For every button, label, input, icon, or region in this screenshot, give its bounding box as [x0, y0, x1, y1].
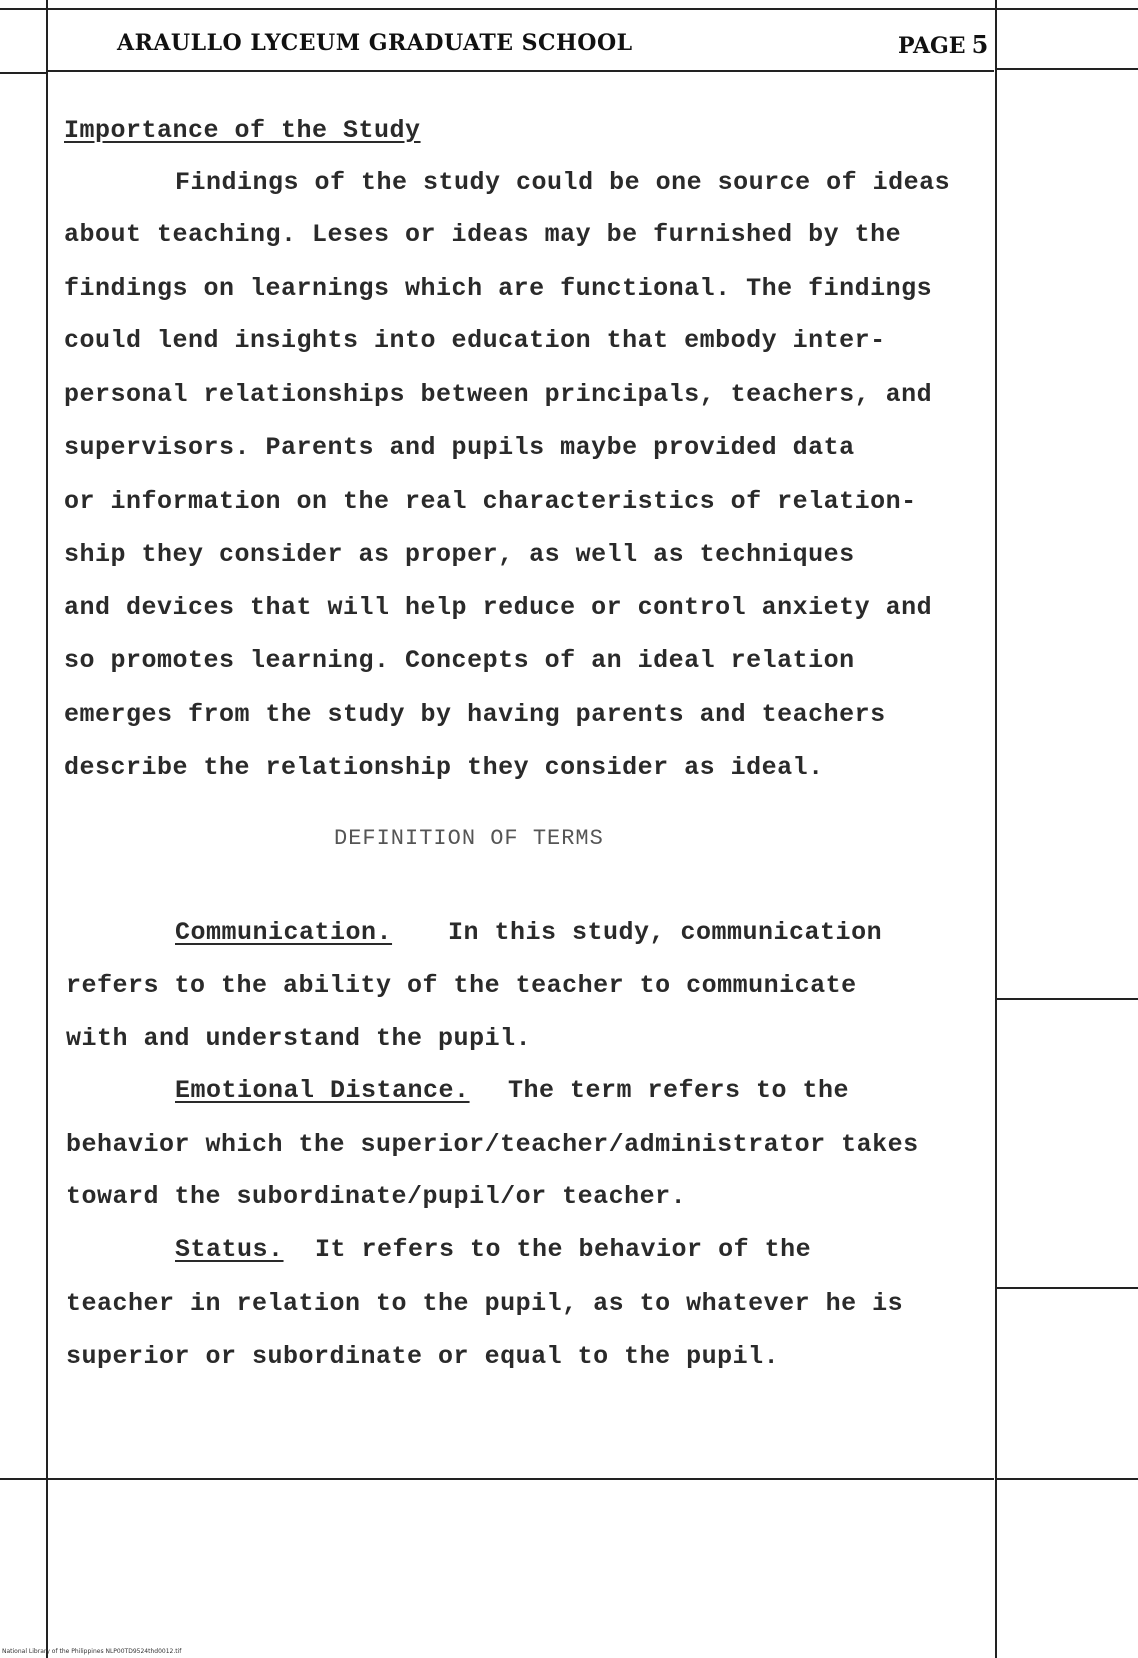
- right-tick-top: [997, 68, 1138, 70]
- term-communication: Communication.: [175, 918, 393, 947]
- importance-line: emerges from the study by having parents and teachers: [64, 700, 886, 729]
- page-number: 5: [971, 30, 989, 59]
- left-margin-rule: [46, 0, 48, 1658]
- definition-line: teacher in relation to the pupil, as to whatever he is: [66, 1289, 904, 1318]
- right-margin-rule: [995, 0, 997, 1658]
- definition-line: superior or subordinate or equal to the pupil.: [66, 1342, 780, 1371]
- right-tick-mid: [997, 998, 1138, 1000]
- footer-rule: [48, 1478, 994, 1480]
- page-label: PAGE: [898, 33, 966, 59]
- importance-line: findings on learnings which are functional. The findings: [64, 274, 933, 303]
- left-tick-bottom: [0, 1478, 46, 1480]
- top-rule: [0, 8, 1138, 10]
- importance-line: could lend insights into education that embody inter-: [64, 326, 886, 355]
- importance-line: personal relationships between principals, teachers, and: [64, 380, 933, 409]
- definition-line: with and understand the pupil.: [66, 1024, 532, 1053]
- importance-line: so promotes learning. Concepts of an ideal relation: [64, 646, 855, 675]
- definition-line: refers to the ability of the teacher to communicate: [66, 971, 857, 1000]
- definition-line: In this study, communication: [448, 918, 883, 947]
- importance-line: and devices that will help reduce or control anxiety and: [64, 593, 933, 622]
- importance-heading: Importance of the Study: [64, 116, 421, 145]
- right-tick-low: [997, 1287, 1138, 1289]
- importance-line: about teaching. Leses or ideas may be furnished by the: [64, 220, 902, 249]
- importance-line: ship they consider as proper, as well as techniques: [64, 540, 855, 569]
- importance-line: describe the relationship they consider as ideal.: [64, 753, 824, 782]
- header-title: ARAULLO LYCEUM GRADUATE SCHOOL: [117, 30, 633, 56]
- definition-line: The term refers to the: [508, 1076, 850, 1105]
- left-tick-top: [0, 72, 46, 74]
- definitions-heading: DEFINITION OF TERMS: [334, 826, 604, 851]
- header-rule: [48, 70, 994, 72]
- importance-line: or information on the real characteristics of relation-: [64, 487, 917, 516]
- importance-line: Findings of the study could be one source of ideas: [175, 168, 951, 197]
- definition-line: It refers to the behavior of the: [315, 1235, 812, 1264]
- definition-line: toward the subordinate/pupil/or teacher.: [66, 1182, 687, 1211]
- header-page-number: [898, 30, 988, 59]
- importance-line: supervisors. Parents and pupils maybe provided data: [64, 433, 855, 462]
- definition-line: behavior which the superior/teacher/administrator takes: [66, 1130, 919, 1159]
- right-tick-bottom: [997, 1478, 1138, 1480]
- term-emotional-distance: Emotional Distance.: [175, 1076, 470, 1105]
- term-status: Status.: [175, 1235, 284, 1264]
- scan-caption: National Library of the Philippines NLP00TD9524thd0012.tif: [2, 1648, 182, 1655]
